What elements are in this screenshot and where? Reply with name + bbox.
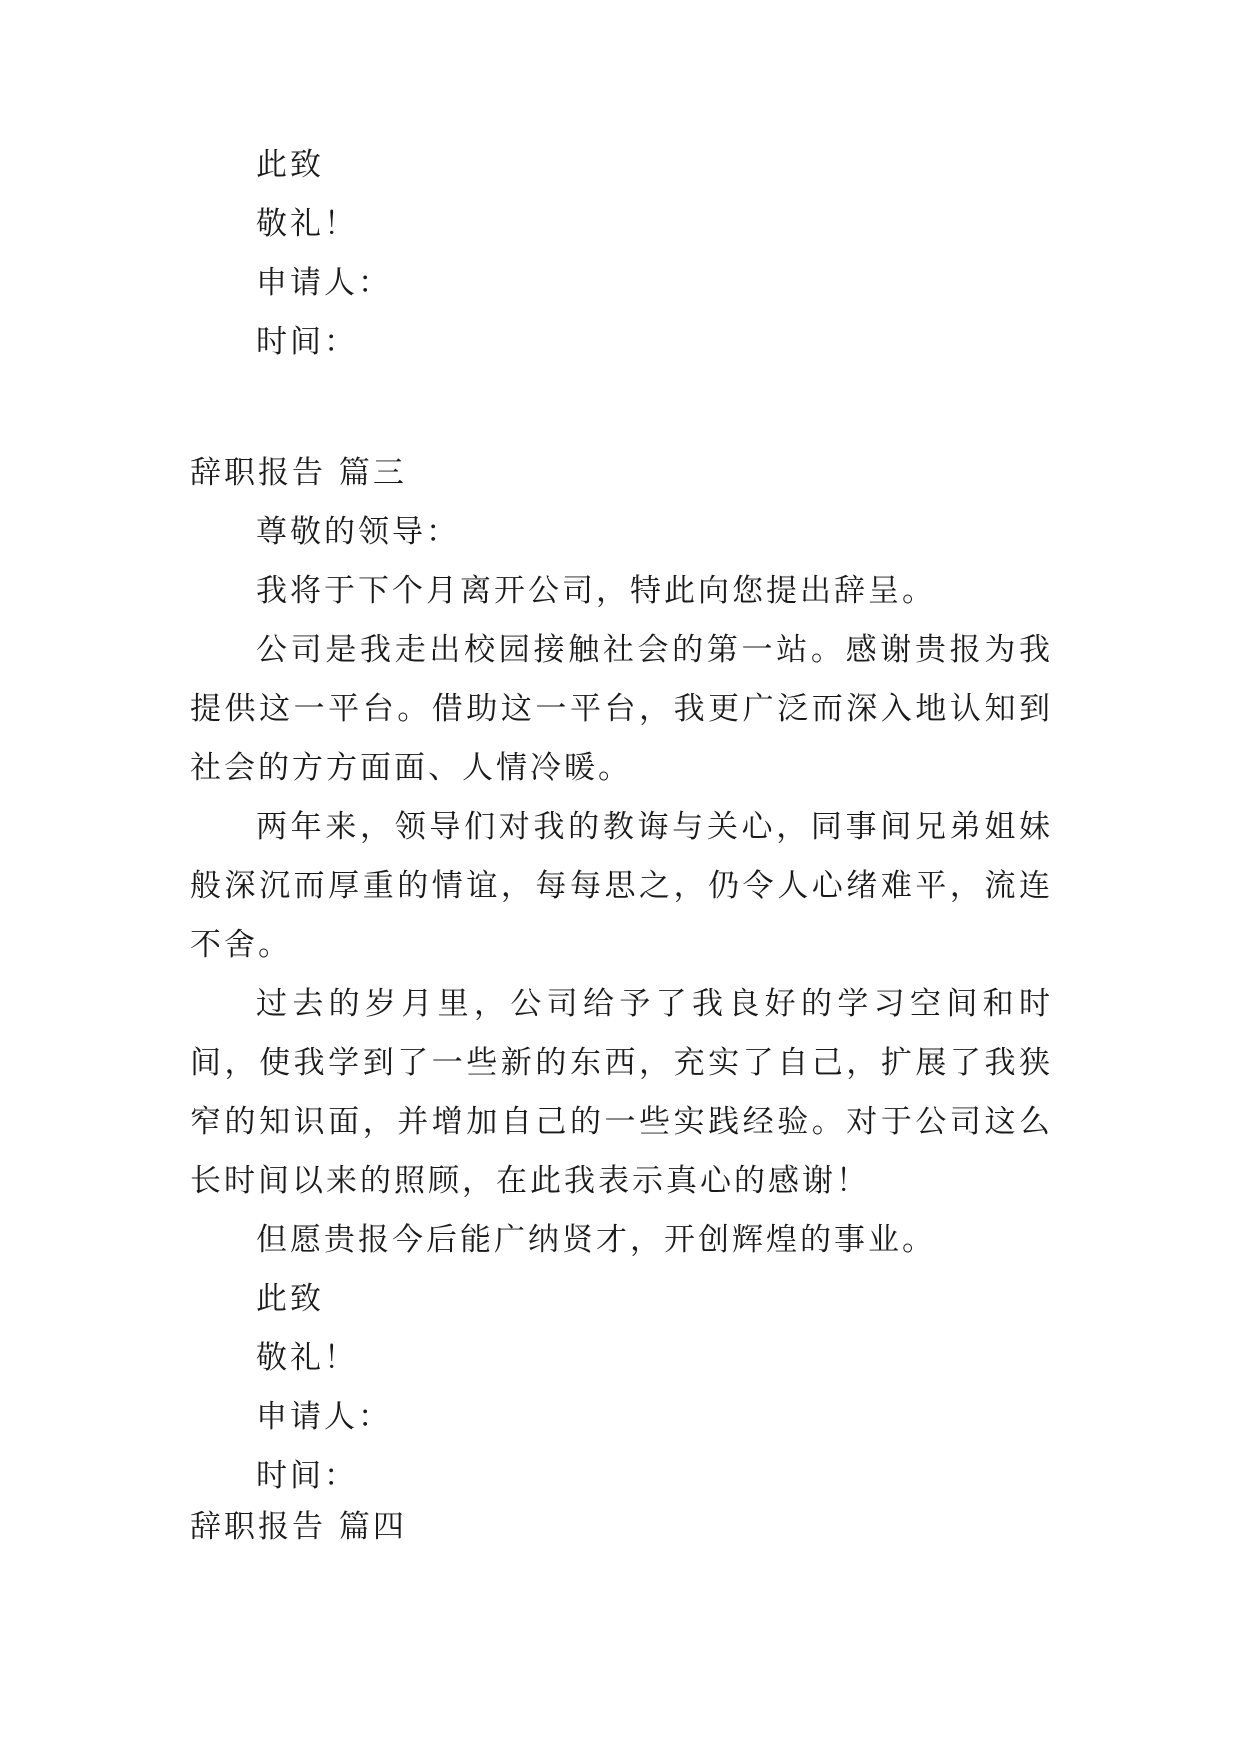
first-closing-block [190,136,1053,372]
section-three-title: 辞职报告 篇三 [190,455,407,491]
regards-line: 敬礼！ [256,1340,358,1376]
paragraph-2: 公司是我走出校园接触社会的第一站。感谢贵报为我提供这一平台。借助这一平台，我更广泛而深入地认知到社会的方方面面、人情冷暖。 [190,632,1053,786]
time-line: 时间： [256,324,358,360]
applicant-line: 申请人： [256,265,392,301]
regards-line: 敬礼！ [256,206,358,242]
section-four-title: 辞职报告 篇四 [190,1509,407,1545]
section-four [190,1498,1053,1557]
time-line: 时间： [256,1458,358,1494]
applicant-line: 申请人： [256,1399,392,1435]
paragraph-1: 我将于下个月离开公司，特此向您提出辞呈。 [256,573,936,609]
greeting-line: 尊敬的领导： [256,514,460,550]
paragraph-5: 但愿贵报今后能广纳贤才，开创辉煌的事业。 [256,1222,936,1258]
paragraph-3: 两年来，领导们对我的教诲与关心，同事间兄弟姐妹般深沉而厚重的情谊，每每思之，仍令人心绪难平，流连不舍。 [190,809,1053,963]
section-three [190,444,1053,1506]
salutation-line: 此致 [256,147,324,183]
paragraph-4: 过去的岁月里，公司给予了我良好的学习空间和时间，使我学到了一些新的东西，充实了自己，扩展了我狭窄的知识面，并增加自己的一些实践经验。对于公司这么长时间以来的照顾，在此我表示真心的感谢！ [190,986,1053,1199]
salutation-line: 此致 [256,1281,324,1317]
